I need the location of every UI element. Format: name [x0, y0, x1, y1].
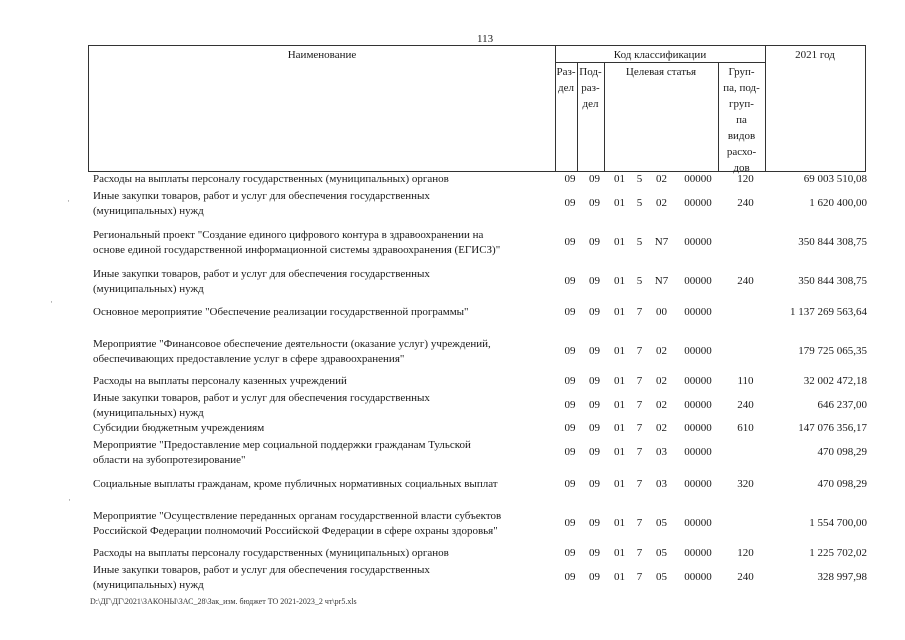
header-podrazdel-line: Под-	[579, 66, 602, 78]
row-name-line: Мероприятие "Финансовое обеспечение деятельности (оказание услуг) учреждений,	[93, 338, 491, 350]
row-code-t1: 01	[614, 446, 625, 458]
row-code-podrazdel: 09	[589, 375, 600, 387]
row-code-t3: 02	[656, 197, 667, 209]
row-code-t4: 00000	[684, 446, 712, 458]
row-name-line: Расходы на выплаты персоналу государственных (муниципальных) органов	[93, 173, 449, 185]
row-code-t2: 7	[636, 375, 643, 387]
row-code-podrazdel: 09	[589, 478, 600, 490]
row-code-t1: 01	[614, 306, 625, 318]
row-code-razdel: 09	[564, 547, 576, 559]
row-name-line: (муниципальных) нужд	[93, 579, 204, 591]
header-code: Код классификации	[613, 49, 707, 61]
row-code-t4: 00000	[684, 375, 712, 387]
row-code-razdel: 09	[564, 375, 576, 387]
row-code-t1: 01	[614, 517, 625, 529]
row-code-razdel: 09	[564, 422, 576, 434]
row-name-line: Социальные выплаты гражданам, кроме публичных нормативных социальных выплат	[93, 478, 498, 490]
row-code-vid: 120	[737, 173, 754, 185]
row-code-t2: 7	[636, 547, 643, 559]
header-target: Целевая статья	[625, 66, 697, 78]
row-code-t3: 02	[656, 345, 667, 357]
row-name	[93, 546, 553, 561]
header-name: Наименование	[287, 49, 357, 61]
row-code-razdel: 09	[564, 399, 576, 411]
row-code-t4: 00000	[684, 306, 712, 318]
row-amount: 1 137 269 563,64	[790, 306, 867, 318]
row-code-razdel: 09	[564, 446, 576, 458]
row-name	[93, 172, 553, 187]
row-name	[93, 305, 553, 320]
row-code-vid: 610	[737, 422, 754, 434]
row-code-t2: 5	[636, 173, 643, 185]
row-code-t3: 02	[656, 375, 667, 387]
row-code-t4: 00000	[684, 422, 712, 434]
row-name-line: (муниципальных) нужд	[93, 407, 204, 419]
row-code-t3: N7	[654, 236, 669, 248]
scan-mark: ·	[50, 297, 53, 307]
header-group-line: расхо-	[726, 146, 757, 158]
row-code-razdel: 09	[564, 275, 576, 287]
row-code-t2: 7	[636, 446, 643, 458]
row-code-t3: 05	[656, 547, 667, 559]
header-group-line: па, под-	[723, 82, 760, 94]
row-amount: 470 098,29	[817, 446, 867, 458]
row-code-razdel: 09	[564, 236, 576, 248]
row-code-t1: 01	[614, 422, 625, 434]
row-code-t2: 7	[636, 345, 643, 357]
row-code-podrazdel: 09	[589, 547, 600, 559]
row-name-line: Мероприятие "Предоставление мер социальной поддержки гражданам Тульской	[93, 439, 471, 451]
row-code-podrazdel: 09	[589, 236, 600, 248]
header-razdel-line: дел	[558, 82, 574, 94]
row-code-t1: 01	[614, 197, 625, 209]
row-name	[93, 421, 553, 436]
row-code-t2: 7	[636, 399, 643, 411]
row-code-podrazdel: 09	[589, 306, 600, 318]
row-name-line: (муниципальных) нужд	[93, 205, 204, 217]
row-name-line: Иные закупки товаров, работ и услуг для обеспечения государственных	[93, 190, 430, 202]
row-amount: 179 725 065,35	[798, 345, 867, 357]
row-code-t3: 02	[656, 173, 667, 185]
row-amount: 32 002 472,18	[803, 375, 867, 387]
row-code-t4: 00000	[684, 236, 712, 248]
row-amount: 1 225 702,02	[809, 547, 867, 559]
row-amount: 646 237,00	[817, 399, 867, 411]
row-code-razdel: 09	[564, 517, 576, 529]
header-razdel-line: Раз-	[556, 66, 576, 78]
row-amount: 328 997,98	[817, 571, 867, 583]
row-code-t3: 03	[656, 446, 667, 458]
row-name	[93, 391, 553, 421]
row-code-razdel: 09	[564, 571, 576, 583]
row-code-t4: 00000	[684, 517, 712, 529]
row-code-t1: 01	[614, 547, 625, 559]
header-group-line: видов	[727, 130, 756, 142]
row-code-t2: 5	[636, 236, 643, 248]
header-podrazdel-line: раз-	[581, 82, 600, 94]
row-code-t2: 7	[636, 517, 643, 529]
row-code-t3: 02	[656, 422, 667, 434]
row-code-t3: 00	[656, 306, 667, 318]
row-amount: 350 844 308,75	[798, 236, 867, 248]
row-code-t4: 00000	[684, 399, 712, 411]
row-name-line: области на зубопротезирование"	[93, 454, 246, 466]
row-code-razdel: 09	[564, 478, 576, 490]
row-name-line: Иные закупки товаров, работ и услуг для обеспечения государственных	[93, 268, 430, 280]
row-amount: 1 554 700,00	[809, 517, 867, 529]
row-code-t3: 05	[656, 571, 667, 583]
row-code-t1: 01	[614, 571, 625, 583]
row-name-line: Расходы на выплаты персоналу казенных учреждений	[93, 375, 347, 387]
row-name	[93, 477, 553, 492]
row-name-line: Расходы на выплаты персоналу государственных (муниципальных) органов	[93, 547, 449, 559]
row-code-vid: 320	[737, 478, 754, 490]
row-code-t1: 01	[614, 399, 625, 411]
row-name	[93, 509, 553, 539]
header-divider	[765, 46, 766, 171]
row-name-line: основе единой государственной информационной системы здравоохранения (ЕГИСЗ)"	[93, 244, 501, 256]
row-name	[93, 563, 553, 593]
row-code-t2: 7	[636, 571, 643, 583]
scan-mark: ·	[68, 495, 71, 505]
header-year: 2021 год	[795, 49, 835, 61]
header-razdel	[555, 64, 577, 96]
row-code-vid: 240	[737, 399, 754, 411]
row-code-t1: 01	[614, 236, 625, 248]
row-code-podrazdel: 09	[589, 517, 600, 529]
row-code-t3: 03	[656, 478, 667, 490]
file-path-footer: D:\ДГ\ДГ\2021\ЗАКОНЫ\ЗАС_28\Зак_изм. бюджет ТО 2021-2023_2 чт\pr5.xls	[90, 597, 357, 606]
row-name-line: Мероприятие "Осуществление переданных органам государственной власти субъектов	[93, 510, 502, 522]
row-code-podrazdel: 09	[589, 571, 600, 583]
row-code-razdel: 09	[564, 197, 576, 209]
row-code-t1: 01	[614, 375, 625, 387]
row-code-vid: 120	[737, 547, 754, 559]
row-code-t4: 00000	[684, 571, 712, 583]
row-code-podrazdel: 09	[589, 345, 600, 357]
row-code-t3: 02	[656, 399, 667, 411]
row-amount: 147 076 356,17	[798, 422, 867, 434]
row-code-vid: 110	[737, 375, 754, 387]
row-code-t2: 7	[636, 422, 643, 434]
row-name	[93, 337, 553, 367]
row-name	[93, 189, 553, 219]
row-name-line: Российской Федерации полномочий Российской Федерации в сфере охраны здоровья"	[93, 525, 498, 537]
row-amount: 470 098,29	[817, 478, 867, 490]
row-code-t2: 7	[636, 478, 643, 490]
row-code-vid: 240	[737, 571, 754, 583]
row-name	[93, 438, 553, 468]
row-code-razdel: 09	[564, 345, 576, 357]
row-code-podrazdel: 09	[589, 275, 600, 287]
row-name	[93, 374, 553, 389]
row-amount: 69 003 510,08	[803, 173, 867, 185]
row-code-t4: 00000	[684, 345, 712, 357]
row-code-t3: N7	[654, 275, 669, 287]
header-group-line: груп-	[729, 98, 754, 110]
row-name-line: (муниципальных) нужд	[93, 283, 204, 295]
row-name-line: обеспечивающих предоставление услуг в сфере здравоохранения"	[93, 353, 405, 365]
row-amount: 1 620 400,00	[809, 197, 867, 209]
row-code-t4: 00000	[684, 173, 712, 185]
row-code-t2: 7	[636, 306, 643, 318]
row-code-razdel: 09	[564, 173, 576, 185]
row-code-t4: 00000	[684, 275, 712, 287]
header-group-line: дов	[733, 162, 750, 174]
header-group-line: па	[736, 114, 747, 126]
row-name	[93, 228, 553, 258]
row-name-line: Субсидии бюджетным учреждениям	[93, 422, 265, 434]
header-group-line: Груп-	[728, 66, 755, 78]
row-code-t1: 01	[614, 345, 625, 357]
row-code-t1: 01	[614, 275, 625, 287]
row-name-line: Иные закупки товаров, работ и услуг для обеспечения государственных	[93, 564, 430, 576]
row-code-podrazdel: 09	[589, 399, 600, 411]
row-code-podrazdel: 09	[589, 173, 600, 185]
header-podrazdel-line: дел	[582, 98, 599, 110]
row-code-podrazdel: 09	[589, 446, 600, 458]
row-code-vid: 240	[737, 197, 754, 209]
row-code-t2: 5	[636, 197, 643, 209]
row-code-razdel: 09	[564, 306, 576, 318]
row-code-t1: 01	[614, 478, 625, 490]
row-code-t2: 5	[636, 275, 643, 287]
row-amount: 350 844 308,75	[798, 275, 867, 287]
row-code-t3: 05	[656, 517, 667, 529]
scan-mark: ·	[67, 196, 70, 206]
row-code-vid: 240	[737, 275, 754, 287]
row-code-t4: 00000	[684, 197, 712, 209]
row-code-t4: 00000	[684, 547, 712, 559]
row-code-podrazdel: 09	[589, 422, 600, 434]
table-header	[88, 45, 866, 172]
row-name-line: Основное мероприятие "Обеспечение реализации государственной программы"	[93, 306, 469, 318]
page-number: 113	[477, 33, 494, 45]
header-podrazdel	[577, 64, 604, 112]
row-name-line: Иные закупки товаров, работ и услуг для обеспечения государственных	[93, 392, 430, 404]
header-group	[718, 64, 765, 176]
row-code-t1: 01	[614, 173, 625, 185]
row-code-t4: 00000	[684, 478, 712, 490]
row-name-line: Региональный проект "Создание единого цифрового контура в здравоохранении на	[93, 229, 484, 241]
row-code-podrazdel: 09	[589, 197, 600, 209]
row-name	[93, 267, 553, 297]
